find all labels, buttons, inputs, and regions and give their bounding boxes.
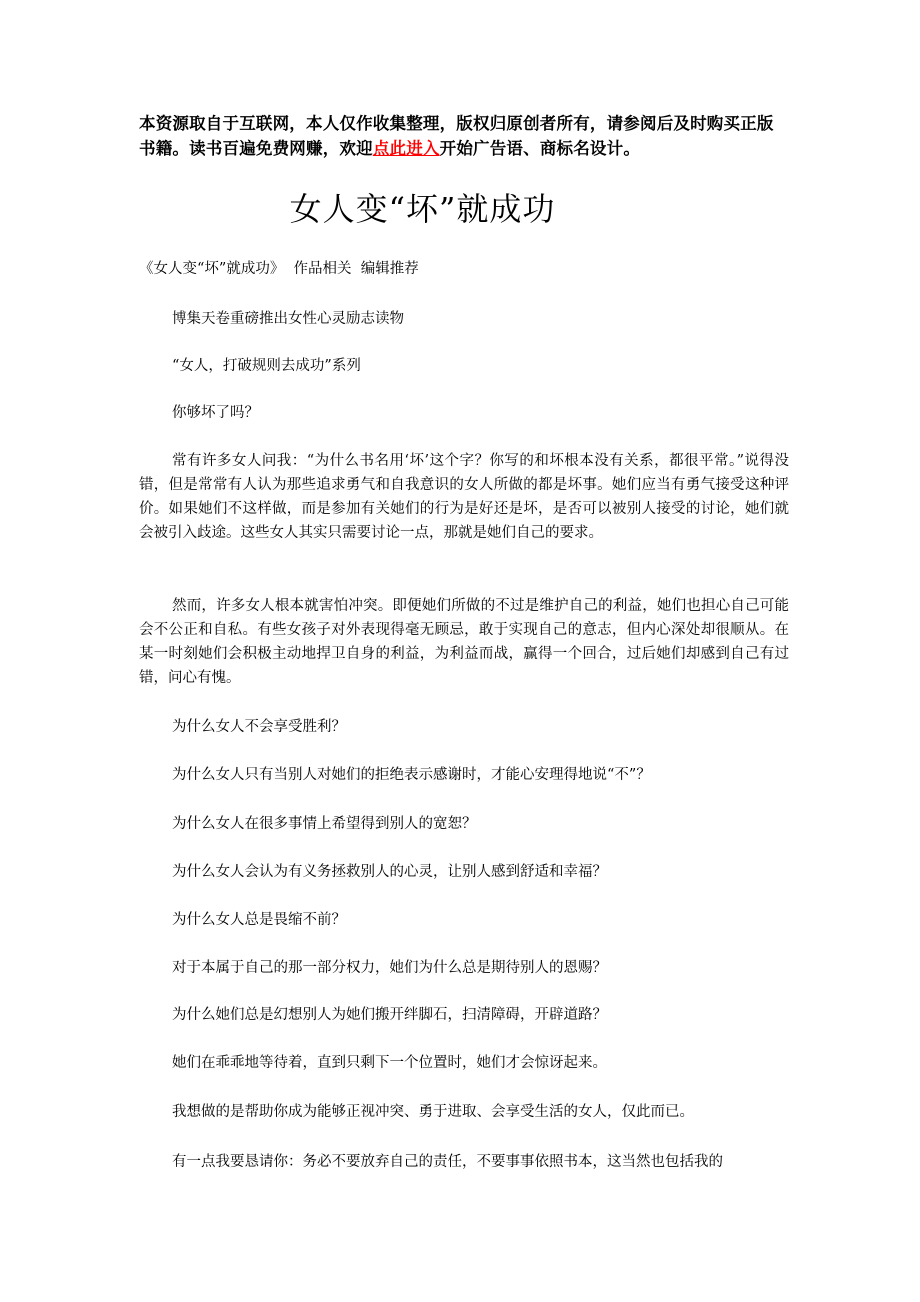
book-meta-line: 《女人变“坏”就成功》 作品相关 编辑推荐 (139, 261, 419, 277)
paragraph-11: 对于本属于自己的那一部分权力，她们为什么总是期待别人的恩赐？ (172, 960, 607, 976)
notice-suffix: 开始广告语、商标名设计。 (439, 139, 641, 158)
paragraph-2: “女人，打破规则去成功”系列 (172, 358, 361, 374)
enter-link[interactable]: 点此进入 (372, 139, 440, 158)
paragraph-7: 为什么女人只有当别人对她们的拒绝表示感谢时，才能心安理得地说“不”？ (172, 767, 651, 783)
notice-text: 本资源取自于互联网，本人仅作收集整理，版权归原创者所有，请参阅后及时购买正版书籍。读书百遍免费网赚，欢迎 (139, 114, 774, 158)
paragraph-8: 为什么女人在很多事情上希望得到别人的宽恕？ (172, 816, 477, 832)
page-title: 女人变“坏”就成功 (289, 190, 556, 228)
paragraph-12: 为什么她们总是幻想别人为她们搬开绊脚石，扫清障碍，开辟道路？ (172, 1007, 607, 1023)
paragraph-1: 博集天卷重磅推出女性心灵励志读物 (172, 311, 404, 327)
paragraph-4: 常有许多女人问我：“为什么书名用‘坏’这个字？你写的和坏根本没有关系，都很平常。”说得没错，但是常常有人认为那些追求勇气和自我意识的女人所做的都是坏事。她们应当有勇气接受这种评价。如果她们不这样做，而是参加有关她们的行为是好还是坏，是否可以被别人接受的讨论，她们就会被引入歧途。这些女人其实只需要讨论一点，那就是她们自己的要求。 (139, 453, 789, 541)
paragraph-3: 你够坏了吗？ (172, 405, 259, 421)
paragraph-5: 然而，许多女人根本就害怕冲突。即便她们所做的不过是维护自己的利益，她们也担心自己可能会不公正和自私。有些女孩子对外表现得毫无顾忌，敢于实现自己的意志，但内心深处却很顺从。在某一时刻她们会积极主动地捍卫自身的利益，为利益而战，赢得一个回合，过后她们却感到自己有过错，问心有愧。 (139, 598, 789, 686)
paragraph-13: 她们在乖乖地等待着，直到只剩下一个位置时，她们才会惊讶起来。 (172, 1055, 607, 1071)
paragraph-6: 为什么女人不会享受胜利？ (172, 719, 346, 735)
copyright-notice (139, 111, 789, 161)
paragraph-10: 为什么女人总是畏缩不前？ (172, 912, 346, 928)
paragraph-15: 有一点我要恳请你：务必不要放弃自己的责任，不要事事依照书本，这当然也包括我的 (172, 1154, 723, 1170)
paragraph-14: 我想做的是帮助你成为能够正视冲突、勇于进取、会享受生活的女人，仅此而已。 (172, 1104, 694, 1120)
paragraph-9: 为什么女人会认为有义务拯救别人的心灵，让别人感到舒适和幸福？ (172, 864, 607, 880)
